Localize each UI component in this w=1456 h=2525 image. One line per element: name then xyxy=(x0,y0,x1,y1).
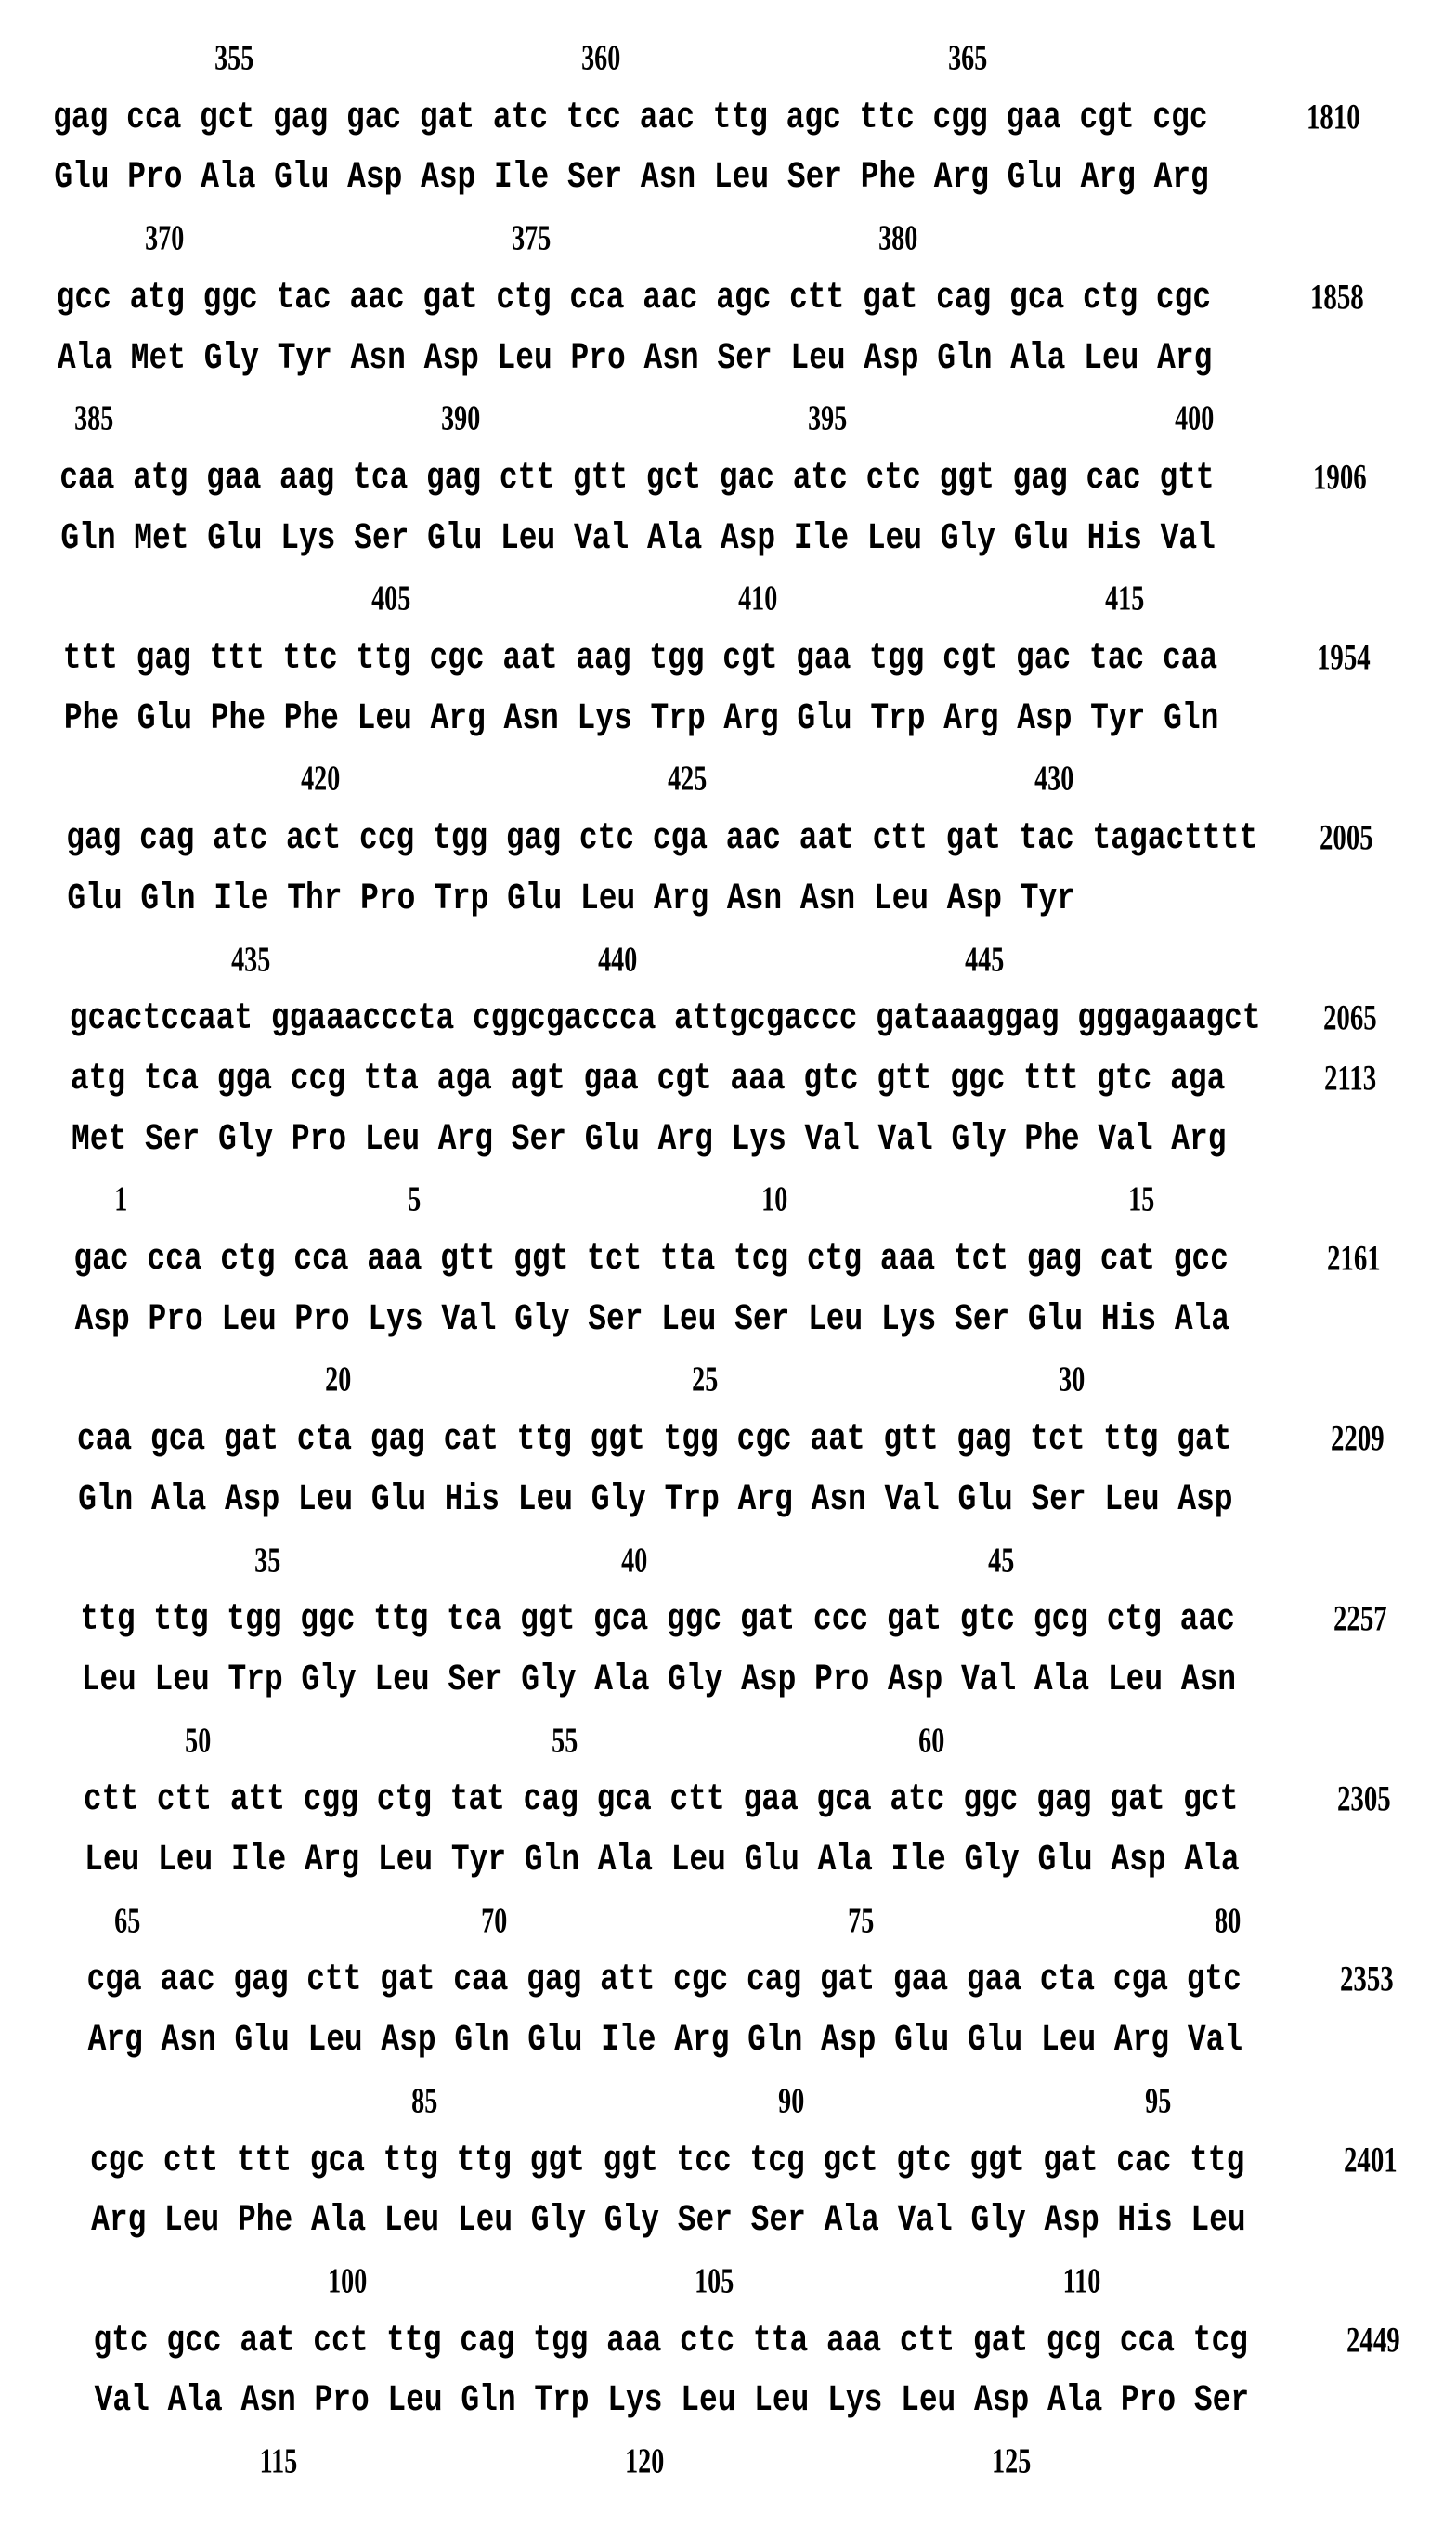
amino-acid-row xyxy=(0,338,1456,379)
residue-number: 55 xyxy=(551,1720,578,1760)
residue-number: 30 xyxy=(1058,1360,1085,1399)
residue-number: 405 xyxy=(370,579,410,618)
amino-acid-sequence: Leu Leu Ile Arg Leu Tyr Gln Ala Leu Glu Ala Ile Gly Glu Asp Ala xyxy=(84,1838,1240,1881)
amino-acid-row xyxy=(0,2200,1456,2241)
residue-number-row xyxy=(0,758,1456,799)
residue-number-row xyxy=(0,2440,1456,2481)
residue-number: 60 xyxy=(917,1720,944,1760)
residue-number: 5 xyxy=(408,1179,422,1219)
nucleotide-sequence: ttg ttg tgg ggc ttg tca ggt gca ggc gat ccc gat gtc gcg ctg aac xyxy=(80,1598,1235,1641)
nucleotide-position: 2449 xyxy=(1346,2320,1401,2361)
residue-number: 445 xyxy=(964,939,1004,979)
amino-acid-sequence: Arg Asn Glu Leu Asp Gln Glu Ile Arg Gln Asp Glu Glu Leu Arg Val xyxy=(87,2018,1243,2062)
nucleotide-row xyxy=(0,278,1456,319)
nucleotide-sequence: ctt ctt att cgg ctg tat cag gca ctt gaa gca atc ggc gag gat gct xyxy=(83,1778,1239,1821)
nucleotide-position: 1810 xyxy=(1306,97,1360,137)
residue-number: 425 xyxy=(668,759,708,799)
amino-acid-row xyxy=(0,1479,1456,1520)
amino-acid-sequence: Gln Ala Asp Leu Glu His Leu Gly Trp Arg Asn Val Glu Ser Leu Asp xyxy=(78,1477,1233,1520)
nucleotide-sequence: gag cag atc act ccg tgg gag ctc cga aac aat ctt gat tac tagactttt xyxy=(66,816,1258,860)
amino-acid-row xyxy=(0,1119,1456,1160)
nucleotide-position: 2113 xyxy=(1323,1058,1377,1099)
amino-acid-row xyxy=(0,2020,1456,2061)
residue-number-row xyxy=(0,2260,1456,2301)
nucleotide-position: 2401 xyxy=(1343,2140,1398,2180)
amino-acid-row xyxy=(0,157,1456,198)
residue-number: 415 xyxy=(1104,579,1144,618)
residue-number-row xyxy=(0,1900,1456,1941)
residue-number: 105 xyxy=(695,2260,734,2300)
residue-number: 45 xyxy=(988,1540,1015,1580)
residue-number: 110 xyxy=(1062,2260,1101,2300)
amino-acid-row xyxy=(0,518,1456,559)
nucleotide-sequence: gag cca gct gag gac gat atc tcc aac ttg agc ttc cgg gaa cgt cgc xyxy=(53,96,1208,138)
residue-number: 385 xyxy=(74,398,114,438)
residue-number: 85 xyxy=(410,2080,438,2120)
amino-acid-sequence: Ala Met Gly Tyr Asn Asp Leu Pro Asn Ser Leu Asp Gln Ala Leu Arg xyxy=(57,336,1213,379)
nucleotide-row xyxy=(0,1779,1456,1820)
residue-number: 380 xyxy=(878,218,917,258)
residue-number: 70 xyxy=(481,1900,508,1940)
nucleotide-position: 2161 xyxy=(1327,1238,1382,1279)
residue-number: 120 xyxy=(624,2441,665,2480)
amino-acid-sequence: Met Ser Gly Pro Leu Arg Ser Glu Arg Lys Val Val Gly Phe Val Arg xyxy=(72,1117,1227,1160)
nucleotide-sequence: cga aac gag ctt gat caa gag att cgc cag gat gaa gaa cta cga gtc xyxy=(86,1959,1242,2001)
residue-number: 430 xyxy=(1034,759,1074,799)
nucleotide-position: 2305 xyxy=(1336,1779,1391,1820)
residue-number: 420 xyxy=(301,759,341,799)
nucleotide-row xyxy=(0,1059,1456,1100)
residue-number: 355 xyxy=(214,38,254,77)
residue-number-row xyxy=(0,1540,1456,1581)
amino-acid-row xyxy=(0,2380,1456,2421)
residue-number: 365 xyxy=(948,38,988,77)
nucleotide-sequence: gac cca ctg cca aaa gtt ggt tct tta tcg ctg aaa tct gag cat gcc xyxy=(73,1237,1228,1280)
residue-number: 1 xyxy=(114,1179,128,1219)
residue-number: 410 xyxy=(737,579,777,618)
nucleotide-row xyxy=(0,1419,1456,1460)
nucleotide-sequence: gcc atg ggc tac aac gat ctg cca aac agc ctt gat cag gca ctg cgc xyxy=(56,276,1212,319)
amino-acid-sequence: Phe Glu Phe Phe Leu Arg Asn Lys Trp Arg Glu Trp Arg Asp Tyr Gln xyxy=(63,696,1219,739)
nucleotide-row xyxy=(0,458,1456,499)
nucleotide-position: 1954 xyxy=(1316,637,1371,678)
residue-number: 40 xyxy=(621,1540,648,1580)
nucleotide-row xyxy=(0,1959,1456,2000)
amino-acid-sequence: Gln Met Glu Lys Ser Glu Leu Val Ala Asp Ile Leu Gly Glu His Val xyxy=(60,516,1216,559)
residue-number: 360 xyxy=(581,38,621,77)
nucleotide-row xyxy=(0,1239,1456,1280)
nucleotide-sequence: cgc ctt ttt gca ttg ttg ggt ggt tcc tcg gct gtc ggt gat cac ttg xyxy=(89,2139,1245,2181)
amino-acid-sequence: Glu Gln Ile Thr Pro Trp Glu Leu Arg Asn Asn Leu Asp Tyr xyxy=(67,877,1075,919)
residue-number-row xyxy=(0,397,1456,438)
nucleotide-row xyxy=(0,818,1456,859)
nucleotide-row xyxy=(0,1599,1456,1640)
amino-acid-row xyxy=(0,1840,1456,1881)
residue-number-row xyxy=(0,217,1456,258)
residue-number-row xyxy=(0,578,1456,618)
residue-number: 115 xyxy=(259,2441,298,2480)
amino-acid-sequence: Arg Leu Phe Ala Leu Leu Gly Gly Ser Ser Ala Val Gly Asp His Leu xyxy=(91,2199,1246,2242)
residue-number: 90 xyxy=(777,2080,805,2120)
residue-number: 400 xyxy=(1175,398,1215,438)
residue-number: 370 xyxy=(144,218,184,258)
residue-number: 20 xyxy=(324,1360,351,1399)
nucleotide-position: 2353 xyxy=(1340,1959,1395,2000)
residue-number: 75 xyxy=(848,1900,875,1940)
nucleotide-row xyxy=(0,638,1456,679)
residue-number: 25 xyxy=(691,1360,718,1399)
residue-number-row xyxy=(0,1720,1456,1761)
nucleotide-row xyxy=(0,2321,1456,2362)
residue-number: 390 xyxy=(441,398,481,438)
amino-acid-sequence: Leu Leu Trp Gly Leu Ser Gly Ala Gly Asp Pro Asp Val Ala Leu Asn xyxy=(81,1658,1237,1700)
nucleotide-position: 2065 xyxy=(1322,998,1377,1039)
nucleotide-sequence: gcactccaat ggaaacccta cggcgaccca attgcgaccc gataaaggag gggagaagct xyxy=(69,997,1261,1040)
residue-number: 395 xyxy=(808,398,848,438)
nucleotide-position: 1906 xyxy=(1313,457,1367,498)
residue-number-row xyxy=(0,2080,1456,2121)
residue-number: 100 xyxy=(328,2260,368,2300)
residue-number-row xyxy=(0,1359,1456,1399)
residue-number: 80 xyxy=(1215,1900,1242,1940)
amino-acid-sequence: Glu Pro Ala Glu Asp Asp Ile Ser Asn Leu Ser Phe Arg Glu Arg Arg xyxy=(54,156,1209,199)
amino-acid-sequence: Asp Pro Leu Pro Lys Val Gly Ser Leu Ser Leu Lys Ser Glu His Ala xyxy=(74,1297,1230,1340)
residue-number-row xyxy=(0,37,1456,78)
nucleotide-sequence: caa gca gat cta gag cat ttg ggt tgg cgc aat gtt gag tct ttg gat xyxy=(76,1417,1232,1461)
residue-number-row xyxy=(0,1178,1456,1219)
residue-number: 10 xyxy=(761,1179,788,1219)
amino-acid-row xyxy=(0,879,1456,919)
amino-acid-row xyxy=(0,1299,1456,1340)
nucleotide-sequence: atg tca gga ccg tta aga agt gaa cgt aaa gtc gtt ggc ttt gtc aga xyxy=(70,1057,1226,1100)
nucleotide-position: 2209 xyxy=(1330,1419,1384,1460)
nucleotide-row xyxy=(0,998,1456,1039)
residue-number: 35 xyxy=(254,1540,281,1580)
residue-number: 435 xyxy=(230,939,270,979)
residue-number: 375 xyxy=(511,218,551,258)
residue-number: 50 xyxy=(184,1720,211,1760)
residue-number: 15 xyxy=(1128,1179,1155,1219)
nucleotide-position: 2005 xyxy=(1320,818,1373,859)
nucleotide-position: 2257 xyxy=(1333,1599,1388,1640)
nucleotide-sequence: caa atg gaa aag tca gag ctt gtt gct gac atc ctc ggt gag cac gtt xyxy=(59,456,1215,499)
nucleotide-sequence: gtc gcc aat cct ttg cag tgg aaa ctc tta aaa ctt gat gcg cca tcg xyxy=(93,2319,1248,2362)
nucleotide-row xyxy=(0,98,1456,138)
residue-number: 95 xyxy=(1144,2080,1172,2120)
residue-number: 65 xyxy=(114,1900,141,1940)
nucleotide-position: 1858 xyxy=(1309,277,1364,318)
amino-acid-sequence: Val Ala Asn Pro Leu Gln Trp Lys Leu Leu Lys Leu Asp Ala Pro Ser xyxy=(94,2379,1250,2422)
nucleotide-sequence: ttt gag ttt ttc ttg cgc aat aag tgg cgt gaa tgg cgt gac tac caa xyxy=(62,636,1218,679)
residue-number: 440 xyxy=(597,939,637,979)
residue-number: 125 xyxy=(991,2441,1032,2480)
amino-acid-row xyxy=(0,1659,1456,1700)
nucleotide-row xyxy=(0,2141,1456,2181)
residue-number-row xyxy=(0,939,1456,980)
amino-acid-row xyxy=(0,698,1456,739)
